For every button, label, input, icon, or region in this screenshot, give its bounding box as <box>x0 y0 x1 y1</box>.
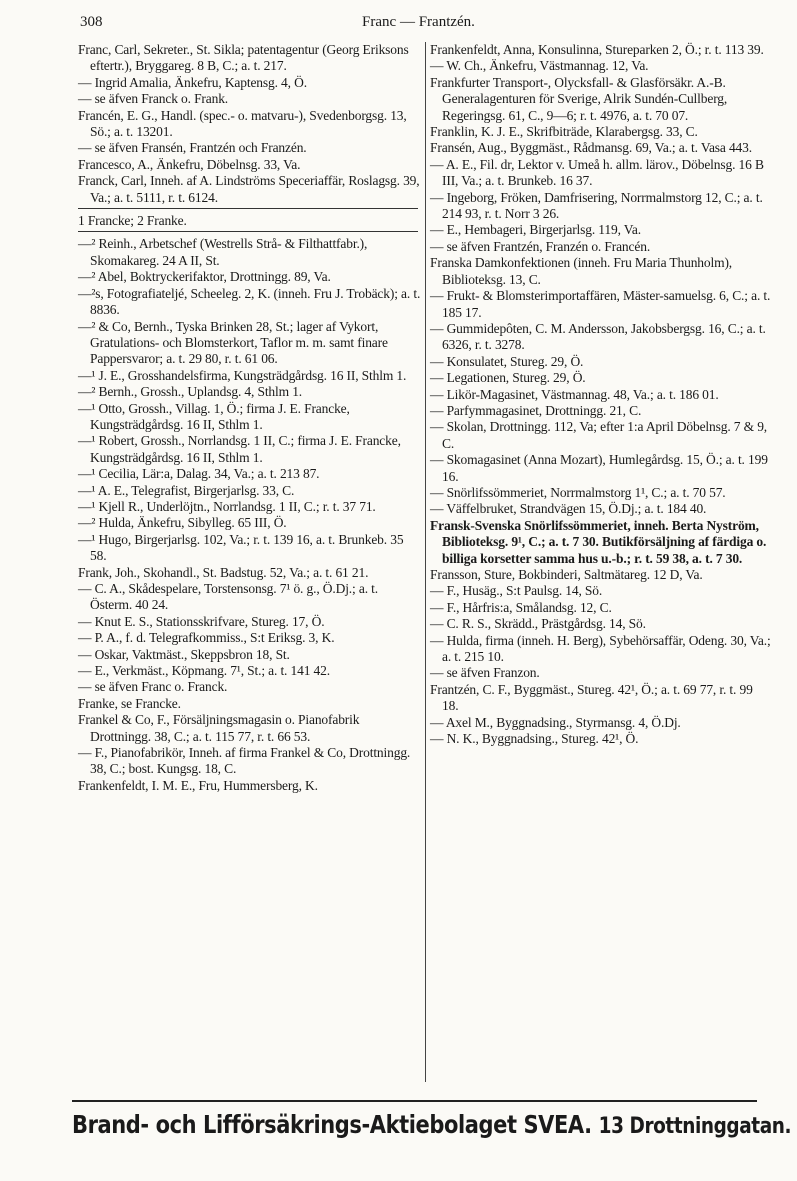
directory-entry: —¹ J. E., Grosshandelsfirma, Kungsträdgårdsg. 16 II, Sthlm 1. <box>78 367 407 383</box>
directory-entry: — Snörlifssömmeriet, Norrmalmstorg 1¹, C.; a. t. 70 57. <box>430 484 726 500</box>
ad-company: Brand- och Lifförsäkrings-Aktiebolaget SVEA. <box>72 1110 592 1139</box>
directory-entry: — Knut E. S., Stationsskrifvare, Stureg. 17, Ö. <box>78 613 325 629</box>
directory-entry: Franck, Carl, Inneh. af A. Lindströms Speceriaffär, Roslagsg. 39, Va.; a. t. 5111, r. t. 6124. <box>78 173 420 205</box>
directory-entry: Franc, Carl, Sekreter., St. Sikla; patentagentur (Georg Eriksons eftertr.), Bryggareg. 8 B, C.; a. t. 217. <box>78 42 409 74</box>
directory-entry: —¹ Otto, Grossh., Villag. 1, Ö.; firma J. E. Francke, Kungsträdgårdsg. 16 II, Sthlm 1. <box>78 400 350 432</box>
directory-entry: —² & Co, Bernh., Tyska Brinken 28, St.; lager af Vykort, Gratulations- och Blomsterkort, Taflor m. m. samt finare Pappersvaror; a. t. 29 80, r. t. 61 06. <box>78 318 388 367</box>
directory-entry: — W. Ch., Änkefru, Västmannag. 12, Va. <box>430 58 649 74</box>
directory-entry: — A. E., Fil. dr, Lektor v. Umeå h. allm. lärov., Döbelnsg. 16 B III, Va.; a. t. Brunkeb. 16 37. <box>430 156 764 189</box>
directory-entry: — se äfven Franzon. <box>430 665 540 681</box>
directory-entry: — Skolan, Drottningg. 112, Va; efter 1:a April Döbelnsg. 7 & 9, C. <box>430 419 768 451</box>
directory-entry: — Gummidepôten, C. M. Andersson, Jakobsbergsg. 16, C.; a. t. 6326, r. t. 3278. <box>430 320 766 353</box>
directory-entry: Frantzén, C. F., Byggmäst., Stureg. 42¹, Ö.; a. t. 69 77, r. t. 99 18. <box>430 681 753 714</box>
left-entries-bottom <box>78 236 423 794</box>
directory-entry: — Ingeborg, Fröken, Damfrisering, Norrmalmstorg 12, C.; a. t. 214 93, r. t. Norr 3 26. <box>430 189 763 222</box>
directory-entry: — F., Husäg., S:t Paulsg. 14, Sö. <box>430 583 603 599</box>
directory-entry: — Väffelbruket, Strandvägen 15, Ö.Dj.; a. t. 184 40. <box>430 501 707 517</box>
directory-entry: Franke, se Francke. <box>78 695 181 711</box>
directory-entry: Frank, Joh., Skohandl., St. Badstug. 52, Va.; a. t. 61 21. <box>78 564 369 580</box>
directory-entry: Fransson, Sture, Bokbinderi, Saltmätareg. 12 D, Va. <box>430 567 703 582</box>
directory-entry: — P. A., f. d. Telegrafkommiss., S:t Eriksg. 3, K. <box>78 630 335 646</box>
section-rule <box>78 208 418 209</box>
directory-entry: — Hulda, firma (inneh. H. Berg), Sybehörsaffär, Odeng. 30, Va.; a. t. 215 10. <box>430 632 771 665</box>
directory-entry: —¹ A. E., Telegrafist, Birgerjarlsg. 33, C. <box>78 482 295 498</box>
directory-entry: Franklin, K. J. E., Skrifbiträde, Klarabergsg. 33, C. <box>430 124 698 140</box>
directory-entry: —² Abel, Boktryckerifaktor, Drottningg. 89, Va. <box>78 269 331 285</box>
page-number: 308 <box>80 14 103 30</box>
directory-entry: Frankfurter Transport-, Olycksfall- & Glasförsäkr. A.-B. Generalagenturen för Sverige, Alrik Sundén-Cullberg, Regeringsg. 61, C., 9—6; r. t. 4976, a. t. 70 07. <box>430 74 728 123</box>
directory-entry: — Konsulatet, Stureg. 29, Ö. <box>430 353 584 369</box>
svea-advertisement <box>72 1110 792 1139</box>
left-entries-top <box>78 42 423 206</box>
directory-entry: —¹ Hugo, Birgerjarlsg. 102, Va.; r. t. 139 16, a. t. Brunkeb. 35 58. <box>78 531 404 564</box>
directory-entry: — C. R. S., Skrädd., Prästgårdsg. 14, Sö. <box>430 616 646 632</box>
directory-entry: Francesco, A., Änkefru, Döbelnsg. 33, Va. <box>78 156 301 172</box>
section-rule <box>78 231 418 232</box>
directory-entry: Frankenfeldt, Anna, Konsulinna, Stureparken 2, Ö.; r. t. 113 39. <box>430 42 764 57</box>
directory-entry: — se äfven Fransén, Frantzén och Franzén. <box>78 140 307 156</box>
directory-entry: — Ingrid Amalia, Änkefru, Kaptensg. 4, Ö. <box>78 74 307 90</box>
directory-entry: Fransk-Svenska Snörlifssömmeriet, inneh. Berta Nyström, Biblioteksg. 9¹, C.; a. t. 7 30. Butikförsäljning af färdiga o. billiga korsetter samma hus u.-b.; r. t. 59 38, a. t. 7 30. <box>430 517 767 566</box>
directory-entry: — Parfymmagasinet, Drottningg. 21, C. <box>430 402 642 418</box>
directory-entry: —² Hulda, Änkefru, Sibylleg. 65 III, Ö. <box>78 515 287 531</box>
directory-entry: Frankel & Co, F., Försäljningsmagasin o. Pianofabrik Drottningg. 38, C.; a. t. 115 77, r. t. 66 53. <box>78 712 360 744</box>
directory-entry: — Oskar, Vaktmäst., Skeppsbron 18, St. <box>78 646 290 662</box>
directory-entry: —¹ Kjell R., Underlöjtn., Norrlandsg. 1 II, C.; r. t. 37 71. <box>78 498 376 514</box>
directory-entry: —¹ Cecilia, Lär:a, Dalag. 34, Va.; a. t. 213 87. <box>78 466 320 482</box>
directory-entry: — Skomagasinet (Anna Mozart), Humlegårdsg. 15, Ö.; a. t. 199 16. <box>430 452 768 484</box>
directory-entry: Franska Damkonfektionen (inneh. Fru Maria Thunholm), Biblioteksg. 13, C. <box>430 255 733 287</box>
directory-entry: — Axel M., Byggnadsing., Styrmansg. 4, Ö.Dj. <box>430 714 681 730</box>
directory-entry: — Frukt- & Blomsterimportaffären, Mäster-samuelsg. 6, C.; a. t. 185 17. <box>430 288 771 320</box>
left-column <box>78 42 423 794</box>
directory-entry: — E., Hembageri, Birgerjarlsg. 119, Va. <box>430 222 641 238</box>
directory-entry: — F., Hårfris:a, Smålandsg. 12, C. <box>430 599 612 615</box>
directory-entry: — C. A., Skådespelare, Torstensonsg. 7¹ ö. g., Ö.Dj.; a. t. Österm. 40 24. <box>78 581 378 613</box>
directory-entry: Fransén, Aug., Byggmäst., Rådmansg. 69, Va.; a. t. Vasa 443. <box>430 140 752 156</box>
running-title: Franc — Frantzén. <box>362 14 475 30</box>
directory-entry: — se äfven Frantzén, Franzén o. Francén. <box>430 238 651 254</box>
directory-entry: — Legationen, Stureg. 29, Ö. <box>430 370 586 386</box>
directory-entry: — E., Verkmäst., Köpmang. 7¹, St.; a. t. 141 42. <box>78 663 330 679</box>
advertisement-footer <box>72 1100 792 1150</box>
directory-entry: —²s, Fotografiateljé, Scheeleg. 2, K. (inneh. Fru J. Trobäck); a. t. 8836. <box>78 285 421 318</box>
section-subheading: 1 Francke; 2 Franke. <box>78 213 187 229</box>
footer-rule <box>72 1100 757 1102</box>
directory-entry: —¹ Robert, Grossh., Norrlandsg. 1 II, C.; firma J. E. Francke, Kungsträdgårdsg. 16 II, Sthlm 1. <box>78 433 401 465</box>
directory-entry: — Likör-Magasinet, Västmannag. 48, Va.; a. t. 186 01. <box>430 386 719 402</box>
directory-entry: —² Reinh., Arbetschef (Westrells Strå- & Filthattfabr.), Skomakareg. 24 A II, St. <box>78 236 368 268</box>
directory-entry: — se äfven Franc o. Franck. <box>78 679 228 695</box>
right-column <box>430 42 772 747</box>
directory-entry: Frankenfeldt, I. M. E., Fru, Hummersberg, K. <box>78 777 318 793</box>
page-header <box>80 14 757 36</box>
directory-entry: Francén, E. G., Handl. (spec.- o. matvaru-), Svedenborgsg. 13, Sö.; a. t. 13201. <box>78 107 407 140</box>
right-entries <box>430 42 772 747</box>
directory-entry: — se äfven Franck o. Frank. <box>78 91 229 107</box>
ad-address: 13 Drottninggatan. <box>598 1114 792 1139</box>
column-divider <box>425 42 426 1082</box>
directory-entry: — N. K., Byggnadsing., Stureg. 42¹, Ö. <box>430 731 639 747</box>
directory-entry: — F., Pianofabrikör, Inneh. af firma Frankel & Co, Drottningg. 38, C.; bost. Kungsg. 18, C. <box>78 745 411 777</box>
directory-entry: —² Bernh., Grossh., Uplandsg. 4, Sthlm 1. <box>78 384 303 400</box>
